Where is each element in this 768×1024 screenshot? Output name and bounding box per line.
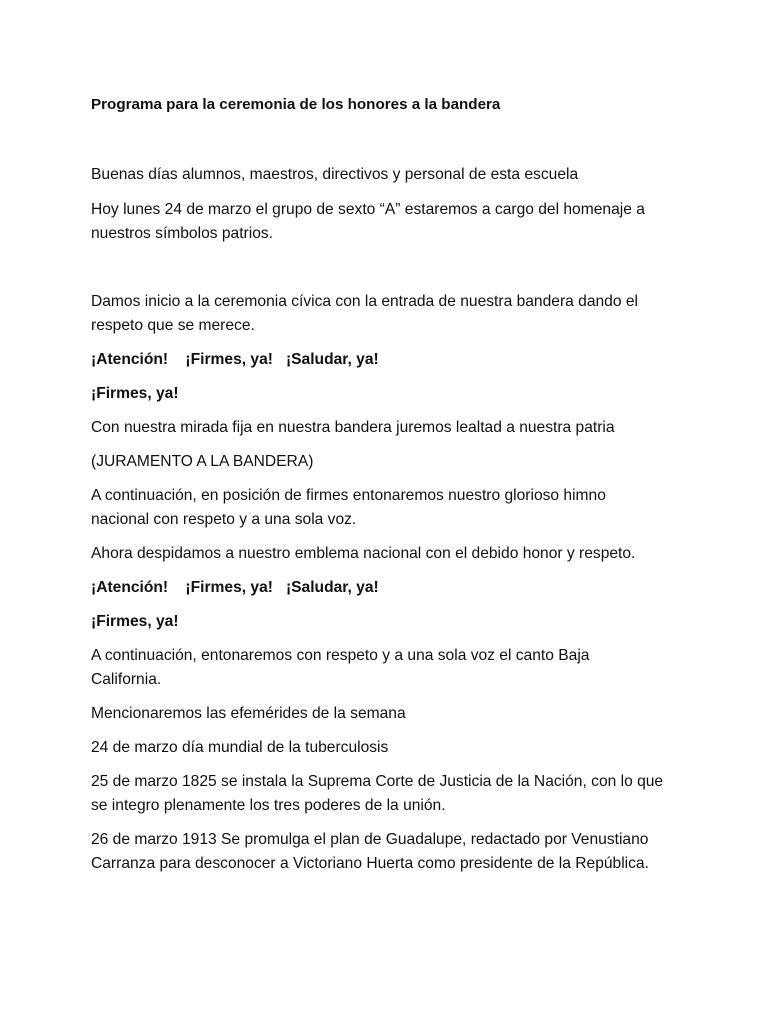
ephemeris-2-paragraph	[91, 770, 691, 818]
document-body	[91, 93, 691, 876]
command-text-firmes-1: ¡Firmes, ya!	[91, 385, 179, 402]
song-line-2: California.	[91, 671, 162, 688]
ephemerides-intro-paragraph	[91, 702, 691, 726]
ephemeris-3-line-2: Carranza para desconocer a Victoriano Huerta como presidente de la República.	[91, 855, 649, 872]
anthem-line-1: A continuación, en posición de firmes entonaremos nuestro glorioso himno	[91, 487, 606, 504]
command-line-raise	[91, 348, 691, 372]
command-text-lower: ¡Atención! ¡Firmes, ya! ¡Saludar, ya!	[91, 579, 379, 596]
ephemeris-3-paragraph	[91, 828, 691, 876]
ephemeris-3-line-1: 26 de marzo 1913 Se promulga el plan de Guadalupe, redactado por Venustiano	[91, 831, 649, 848]
ephemeris-2-line-1: 25 de marzo 1825 se instala la Suprema Corte de Justicia de la Nación, con lo que	[91, 773, 664, 790]
ephemeris-1-paragraph	[91, 736, 691, 760]
command-line-firmes-2	[91, 610, 691, 634]
command-line-lower	[91, 576, 691, 600]
command-text-raise: ¡Atención! ¡Firmes, ya! ¡Saludar, ya!	[91, 351, 379, 368]
song-line-1: A continuación, entonaremos con respeto y a una sola voz el canto Baja	[91, 647, 590, 664]
ephemeris-2-line-2: se integro plenamente los tres poderes de la unión.	[91, 797, 446, 814]
intro-line-1: Hoy lunes 24 de marzo el grupo de sexto “A” estaremos a cargo del homenaje a	[91, 201, 645, 218]
command-text-firmes-2: ¡Firmes, ya!	[91, 613, 179, 630]
ephemeris-1-line: 24 de marzo día mundial de la tuberculosis	[91, 739, 389, 756]
opening-line-1: Damos inicio a la ceremonia cívica con la entrada de nuestra bandera dando el	[91, 293, 638, 310]
intro-paragraph	[91, 198, 691, 246]
intro-line-2: nuestros símbolos patrios.	[91, 225, 274, 242]
farewell-line: Ahora despidamos a nuestro emblema nacional con el debido honor y respeto.	[91, 545, 636, 562]
command-line-firmes-1	[91, 382, 691, 406]
oath-label-paragraph	[91, 450, 691, 474]
oath-intro-line: Con nuestra mirada fija en nuestra bandera juremos lealtad a nuestra patria	[91, 419, 615, 436]
opening-line-2: respeto que se merece.	[91, 317, 255, 334]
ephemerides-intro-line: Mencionaremos las efemérides de la semana	[91, 705, 406, 722]
anthem-paragraph	[91, 484, 691, 532]
farewell-paragraph	[91, 542, 691, 566]
song-paragraph	[91, 644, 691, 692]
greeting-paragraph	[91, 163, 691, 187]
document-title: Programa para la ceremonia de los honores a la bandera	[91, 96, 501, 113]
opening-paragraph	[91, 290, 691, 338]
greeting-line: Buenas días alumnos, maestros, directivos y personal de esta escuela	[91, 166, 579, 183]
oath-intro-paragraph	[91, 416, 691, 440]
anthem-line-2: nacional con respeto y a una sola voz.	[91, 511, 357, 528]
oath-label-line: (JURAMENTO A LA BANDERA)	[91, 453, 314, 470]
